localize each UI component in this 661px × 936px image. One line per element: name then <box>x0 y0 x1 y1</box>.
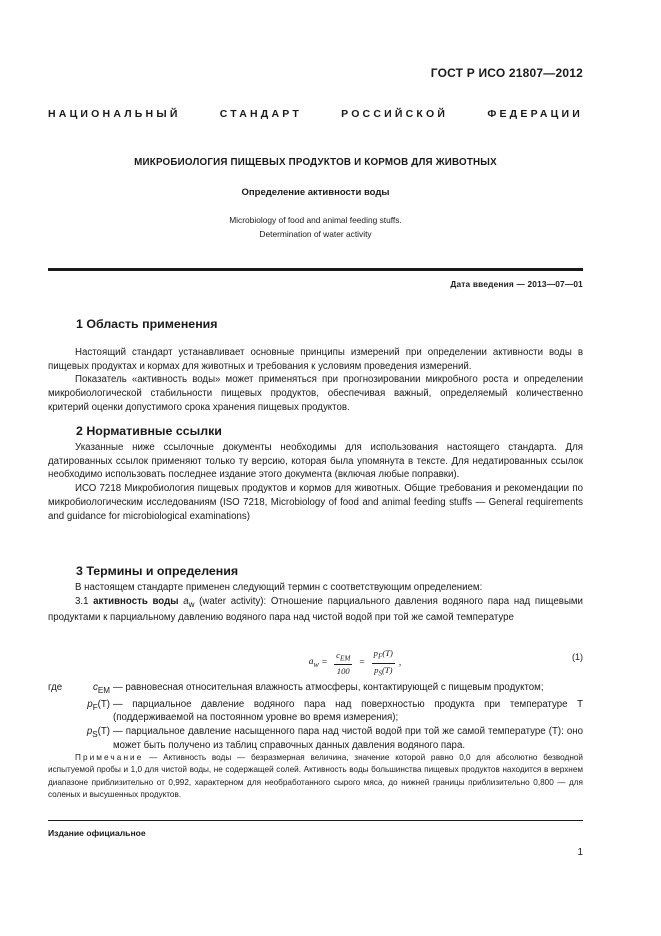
section-1-body <box>48 346 583 415</box>
section-2-paragraph-2: ИСО 7218 Микробиология пищевых продуктов и кормов для животных. Общие требования и рекомендации по микробиологическим исследованиям (ISO 7218, Microbiology of food and animal feeding stuffs — General requirements and guidance for microbiological examinations) <box>48 483 583 522</box>
definition-symbol: где $c_{EM}$ <box>48 682 110 695</box>
definition-symbol: $p_S(T)$ <box>86 726 110 739</box>
official-edition-label: Издание официальное <box>48 828 146 838</box>
introduction-date: Дата введения — 2013—07—01 <box>450 279 583 289</box>
section-1-paragraph-1: Настоящий стандарт устанавливает основные принципы измерений при определении активности воды в пищевых продуктах и кормах для животных и требования к условиям проведения измерений. <box>48 347 583 372</box>
fraction-2-denominator: $p_S(T)$ <box>374 664 393 678</box>
fraction-2-numerator: $p_F(T)$ <box>372 647 395 664</box>
term-definition-text: (water activity): Отношение парциального давления водяного пара над пищевыми продуктами к парциальному давлению водяного пара над чистой водой при той же самой температуре <box>48 595 583 624</box>
section-1-paragraph-2: Показатель «активность воды» может применяться при прогнозировании микробного роста и определении микробиологической стабильности пищевых продуктов, обеспечивая важный, определяемый количественно критерий оценки допустимого срока хранения пищевых продуктов. <box>48 374 583 413</box>
title-en-line-2: Determination of water activity <box>259 229 372 239</box>
definition-text: — равновесная относительная влажность атмосферы, контактирующей с пищевым продуктом; <box>113 682 544 693</box>
section-1-heading: 1 Область применения <box>76 317 218 331</box>
definition-row <box>48 725 583 752</box>
section-2-paragraph-1: Указанные ниже ссылочные документы необходимы для использования настоящего стандарта. Для датированных ссылок применяют только ту версию, которая была упомянута в тексте. Для недатированных ссылок необходимо использовать последнее издание этого документа (включая любые поправки). <box>48 442 583 481</box>
note-text: — Активность воды — безразмерная величина, значение которой равно 0,0 для абсолютно безводной испытуемой пробы и 1,0 для чистой воды, не содержащей солей. Активность воды большинства пищевых продуктов находится в верхнем диапазоне приблизительно от 0,992, характерном для необработанного сырого мяса, до нижней границы приблизительно 0,800 — для соленых и высушенных продуктов. <box>48 753 583 800</box>
formula-fraction-2 <box>372 647 395 679</box>
document-subtitle-ru: Определение активности воды <box>241 187 390 198</box>
definition-symbol: $p_F(T)$ <box>87 698 110 712</box>
term-definition <box>48 595 583 625</box>
section-2-body <box>48 441 583 523</box>
definition-text: — парциальное давление насыщенного пара над чистой водой при той же самой температуре (T): оно может быть получено из таблиц справочных данных давления водяного пара. <box>113 726 583 751</box>
section-2-heading: 2 Нормативные ссылки <box>76 424 222 438</box>
note-label: Примечание <box>75 753 144 762</box>
section-3-body <box>48 581 583 625</box>
formula-equals-2: = <box>359 658 365 668</box>
term-symbol-sub: w <box>188 599 195 609</box>
formula-trail: , <box>398 658 402 668</box>
section-3-paragraph-1: В настоящем стандарте применен следующий термин с соответствующим определением: <box>75 582 483 593</box>
symbol-definitions <box>48 681 583 752</box>
formula-number: (1) <box>572 652 583 662</box>
formula-equals-1: = <box>321 658 328 668</box>
term-name: активность воды <box>93 595 179 607</box>
fraction-1-numerator: $c_{EM}$ <box>334 649 352 666</box>
title-en-line-1: Microbiology of food and animal feeding stuffs. <box>229 215 402 225</box>
definition-row <box>48 698 583 725</box>
section-3-heading: 3 Термины и определения <box>76 564 239 578</box>
footer-divider <box>48 820 583 821</box>
fraction-1-denominator: 100 <box>336 666 350 677</box>
term-symbol: a <box>183 595 189 607</box>
page-number: 1 <box>577 847 583 858</box>
definition-text: — парциальное давление водяного пара над поверхностью продукта при температуре T (поддерживаемой на постоянном уровне во время измерения); <box>113 698 583 724</box>
document-title-ru: МИКРОБИОЛОГИЯ ПИЩЕВЫХ ПРОДУКТОВ И КОРМОВ ДЛЯ ЖИВОТНЫХ <box>134 157 497 168</box>
national-standard-banner: НАЦИОНАЛЬНЫЙ СТАНДАРТ РОССИЙСКОЙ ФЕДЕРАЦИИ <box>48 108 583 120</box>
definition-row <box>48 681 583 698</box>
document-code: ГОСТ Р ИСО 21807—2012 <box>430 66 583 80</box>
title-divider <box>48 268 583 271</box>
formula-fraction-1 <box>334 649 352 678</box>
formula-1 <box>200 648 510 678</box>
formula-lhs: $a_w$ <box>308 657 319 669</box>
note-paragraph <box>48 752 583 802</box>
document-title-en <box>48 213 583 241</box>
term-number: 3.1 <box>75 595 89 607</box>
